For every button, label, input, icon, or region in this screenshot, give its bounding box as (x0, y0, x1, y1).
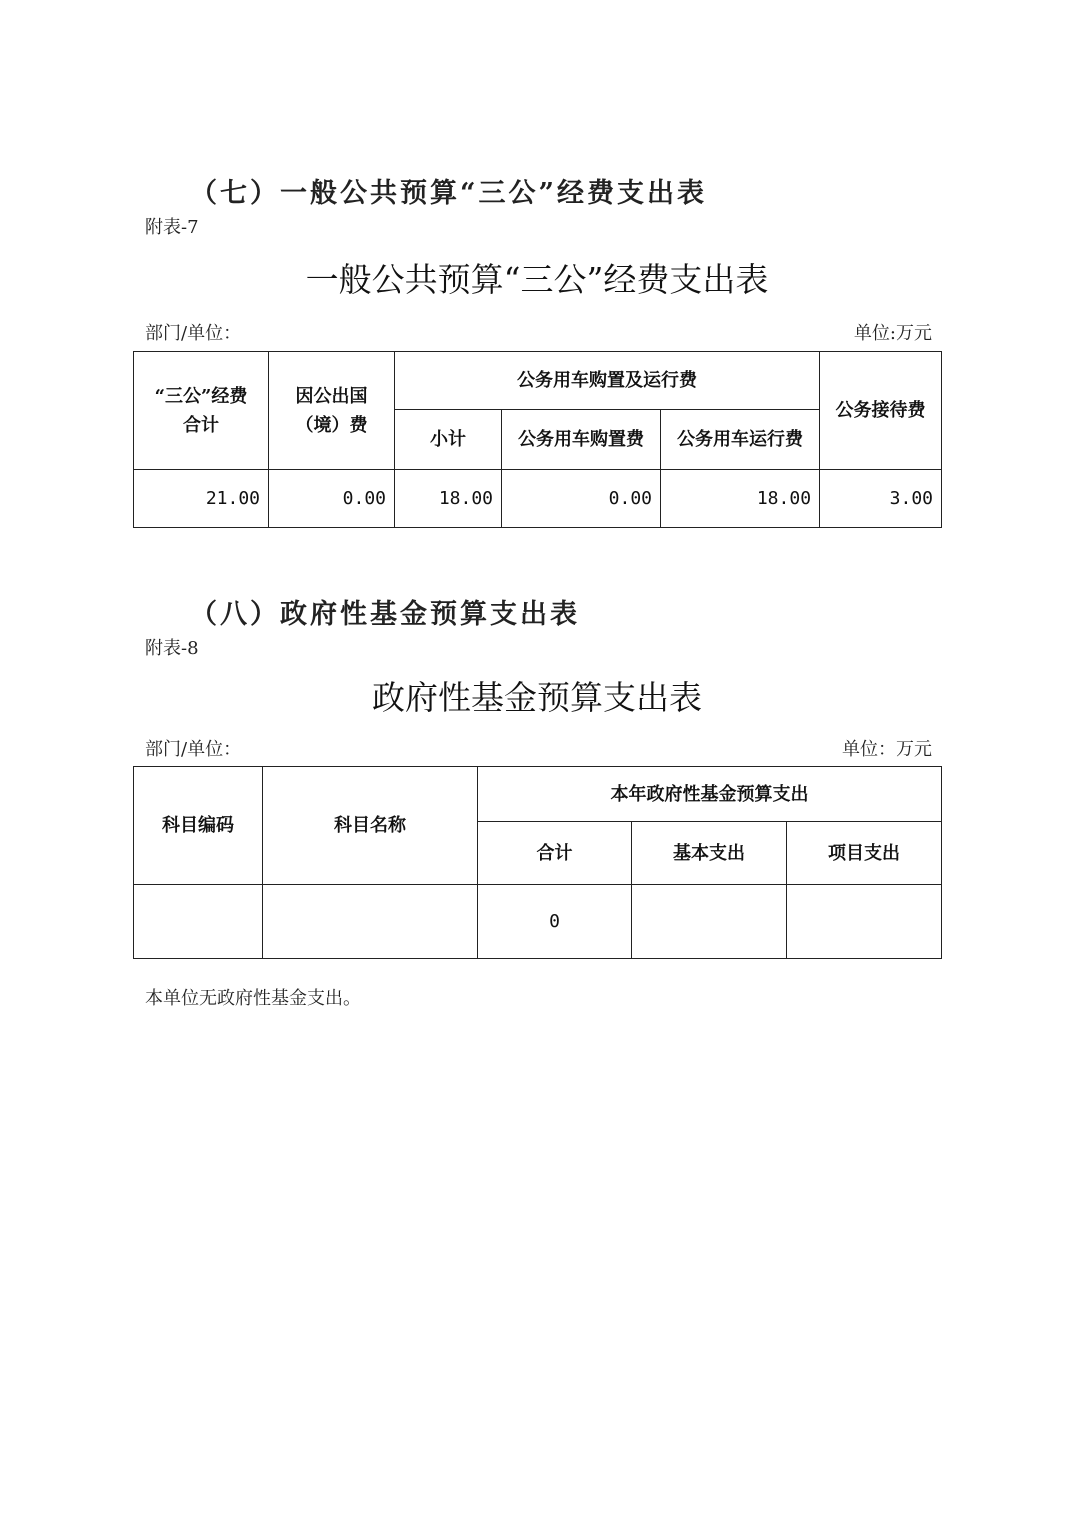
cell-total: 21.00 (134, 470, 269, 528)
header-total-line2: 合计 (183, 414, 219, 436)
section7-dept-label: 部门/单位： (145, 323, 242, 344)
section8-note: 本单位无政府性基金支出。 (145, 988, 361, 1009)
cell-name (263, 885, 478, 959)
header-total (134, 352, 269, 470)
header-fund-project: 项目支出 (787, 822, 942, 885)
government-fund-table (133, 766, 942, 959)
header-total-line1: “三公”经费 (154, 385, 248, 407)
header-reception: 公务接待费 (820, 352, 942, 470)
header-name: 科目名称 (263, 767, 478, 885)
section8-dept-label: 部门/单位： (145, 739, 242, 760)
section7-unit-label: 单位:万元 (853, 323, 932, 344)
header-abroad-line1: 因公出国 (295, 385, 368, 407)
header-vehicle-purchase: 公务用车购置费 (502, 410, 661, 470)
header-vehicle-operation: 公务用车运行费 (661, 410, 820, 470)
table-row (134, 885, 942, 959)
cell-vehicle-operation: 18.00 (661, 470, 820, 528)
three-public-expense-table (133, 351, 942, 528)
header-code: 科目编码 (134, 767, 263, 885)
section7-attachment-label: 附表-7 (145, 217, 199, 238)
cell-reception: 3.00 (820, 470, 942, 528)
section8-heading: （八）政府性基金预算支出表 (190, 599, 580, 630)
section8-unit-label: 单位：万元 (842, 739, 932, 760)
cell-abroad: 0.00 (269, 470, 395, 528)
header-subtotal: 小计 (395, 410, 502, 470)
header-fund-group: 本年政府性基金预算支出 (478, 767, 942, 822)
section7-heading: （七）一般公共预算“三公”经费支出表 (190, 178, 708, 209)
cell-code (134, 885, 263, 959)
cell-fund-project (787, 885, 942, 959)
table-row (134, 470, 942, 528)
header-abroad-line2: （境）费 (295, 414, 368, 436)
section8-title: 政府性基金预算支出表 (372, 678, 702, 717)
section8-attachment-label: 附表-8 (145, 638, 199, 659)
cell-fund-total: 0 (478, 885, 632, 959)
section7-title: 一般公共预算“三公”经费支出表 (305, 260, 769, 299)
cell-subtotal: 18.00 (395, 470, 502, 528)
header-vehicle-group: 公务用车购置及运行费 (395, 352, 820, 410)
header-abroad (269, 352, 395, 470)
cell-fund-basic (632, 885, 787, 959)
header-fund-total: 合计 (478, 822, 632, 885)
cell-vehicle-purchase: 0.00 (502, 470, 661, 528)
header-fund-basic: 基本支出 (632, 822, 787, 885)
